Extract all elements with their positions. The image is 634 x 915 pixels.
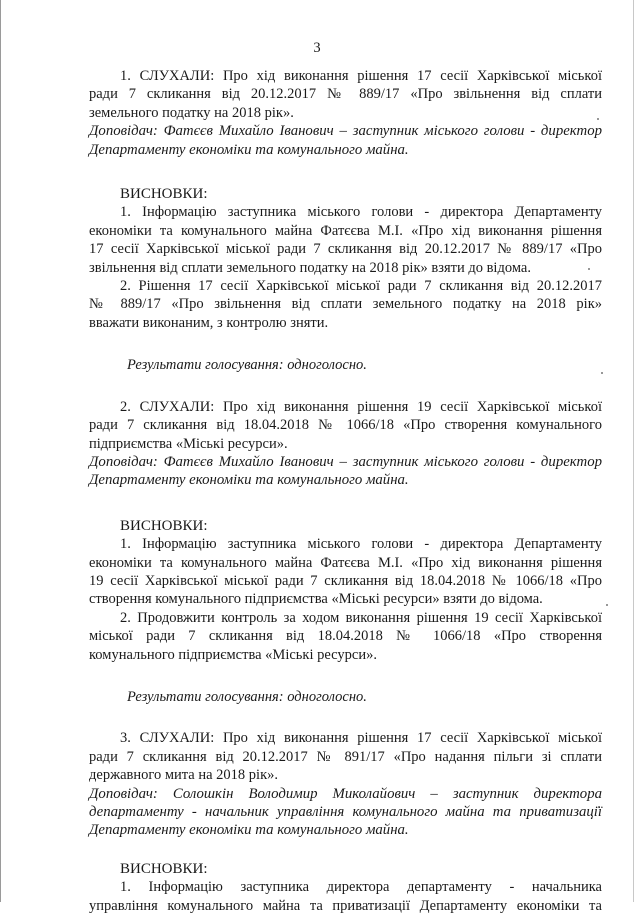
conclusions-heading: ВИСНОВКИ: xyxy=(120,517,208,534)
conclusion-line: 17 сесії Харківської міської ради 7 скликання від 20.12.2017 № 889/17 «Про xyxy=(89,241,602,258)
conclusions-heading: ВИСНОВКИ: xyxy=(120,186,208,203)
conclusion-line: 19 сесії Харківської міської ради 7 скликання від 18.04.2018 № 1066/18 «Про xyxy=(89,572,602,589)
speaker-line: Департаменту економіки та комунального майна. xyxy=(89,472,409,489)
conclusion-line: економіки та комунального майна Фатєєва М.І. «Про хід виконання рішення xyxy=(89,222,602,239)
heard-line: ради 7 скликання від 20.12.2017 № 891/17 «Про надання пільги зі сплати xyxy=(89,748,602,765)
speaker-line: Доповідач: Солошкін Володимир Миколайович – заступник директора xyxy=(89,785,602,802)
speaker-line: Доповідач: Фатєєв Михайло Іванович – заступник міського голови - директор xyxy=(89,453,602,470)
heard-paragraph xyxy=(89,398,602,453)
conclusion-line: 2. Рішення 17 сесії Харківської міської ради 7 скликання від 20.12.2017 xyxy=(120,278,602,295)
heard-line: земельного податку на 2018 рік». xyxy=(89,104,294,121)
heard-paragraph xyxy=(89,729,602,784)
conclusion-line: 1. Інформацію заступника міського голови - директора Департаменту xyxy=(120,204,602,221)
speaker-paragraph xyxy=(89,122,602,159)
speaker-line: Департаменту економіки та комунального майна. xyxy=(89,822,409,839)
heard-paragraph xyxy=(89,67,602,122)
heard-line: ради 7 скликання від 20.12.2017 № 889/17 «Про звільнення від сплати xyxy=(89,86,602,103)
vote-result: Результати голосування: одноголосно. xyxy=(127,357,367,374)
conclusion-line: вважати виконаним, з контролю зняти. xyxy=(89,314,329,331)
agenda-item-1 xyxy=(89,67,602,375)
conclusion-line: економіки та комунального майна Фатєєва М.І. «Про хід виконання рішення xyxy=(89,554,602,571)
speaker-line: департаменту - начальник управління комунального майна та приватизації xyxy=(89,804,602,820)
conclusion-line: звільнення від сплати земельного податку на 2018 рік» взяти до відома. xyxy=(89,259,531,276)
heard-line: державного мита на 2018 рік». xyxy=(89,767,278,784)
conclusions-list xyxy=(89,535,602,664)
conclusion-line: створення комунального підприємства «Міські ресурси» взяти до відома. xyxy=(89,591,543,608)
conclusion-line: управління комунального майна та приватизації Департаменту економіки та xyxy=(89,897,602,914)
conclusions-heading: ВИСНОВКИ: xyxy=(120,860,208,877)
page-number: 3 xyxy=(313,40,321,56)
conclusion-line: комунального підприємства «Міські ресурси». xyxy=(89,646,377,663)
heard-line: підприємства «Міські ресурси». xyxy=(89,435,288,452)
conclusion-line: № 889/17 «Про звільнення від сплати земельного податку на 2018 рік» xyxy=(89,296,602,313)
agenda-item-2 xyxy=(89,398,602,707)
document-body xyxy=(89,67,602,915)
speaker-line: Доповідач: Фатєєв Михайло Іванович – заступник міського голови - директор xyxy=(89,123,602,140)
scan-left-edge xyxy=(0,0,1,902)
heard-line: 1. СЛУХАЛИ: Про хід виконання рішення 17 сесії Харківської міської xyxy=(120,68,602,84)
agenda-item-3 xyxy=(89,729,602,915)
heard-line: ради 7 скликання від 18.04.2018 № 1066/18 «Про створення комунального xyxy=(89,417,602,434)
conclusions-list xyxy=(89,203,602,332)
heard-line: 3. СЛУХАЛИ: Про хід виконання рішення 17 сесії Харківської міської xyxy=(120,730,602,747)
conclusion-line: 1. Інформацію заступника директора департаменту - начальника xyxy=(120,879,602,896)
vote-result: Результати голосування: одноголосно. xyxy=(127,688,367,705)
conclusion-line: 2. Продовжити контроль за ходом виконання рішення 19 сесії Харківської xyxy=(120,609,602,626)
speaker-paragraph xyxy=(89,785,602,840)
conclusions-list xyxy=(89,878,602,915)
conclusion-line: міської ради 7 скликання від 18.04.2018 № 1066/18 «Про створення xyxy=(89,628,602,645)
speaker-line: Департаменту економіки та комунального майна. xyxy=(89,141,409,158)
speaker-paragraph xyxy=(89,453,602,490)
conclusion-line: 1. Інформацію заступника міського голови - директора Департаменту xyxy=(120,536,602,553)
scan-speck xyxy=(606,604,608,606)
heard-line: 2. СЛУХАЛИ: Про хід виконання рішення 19 сесії Харківської міської xyxy=(120,398,602,415)
